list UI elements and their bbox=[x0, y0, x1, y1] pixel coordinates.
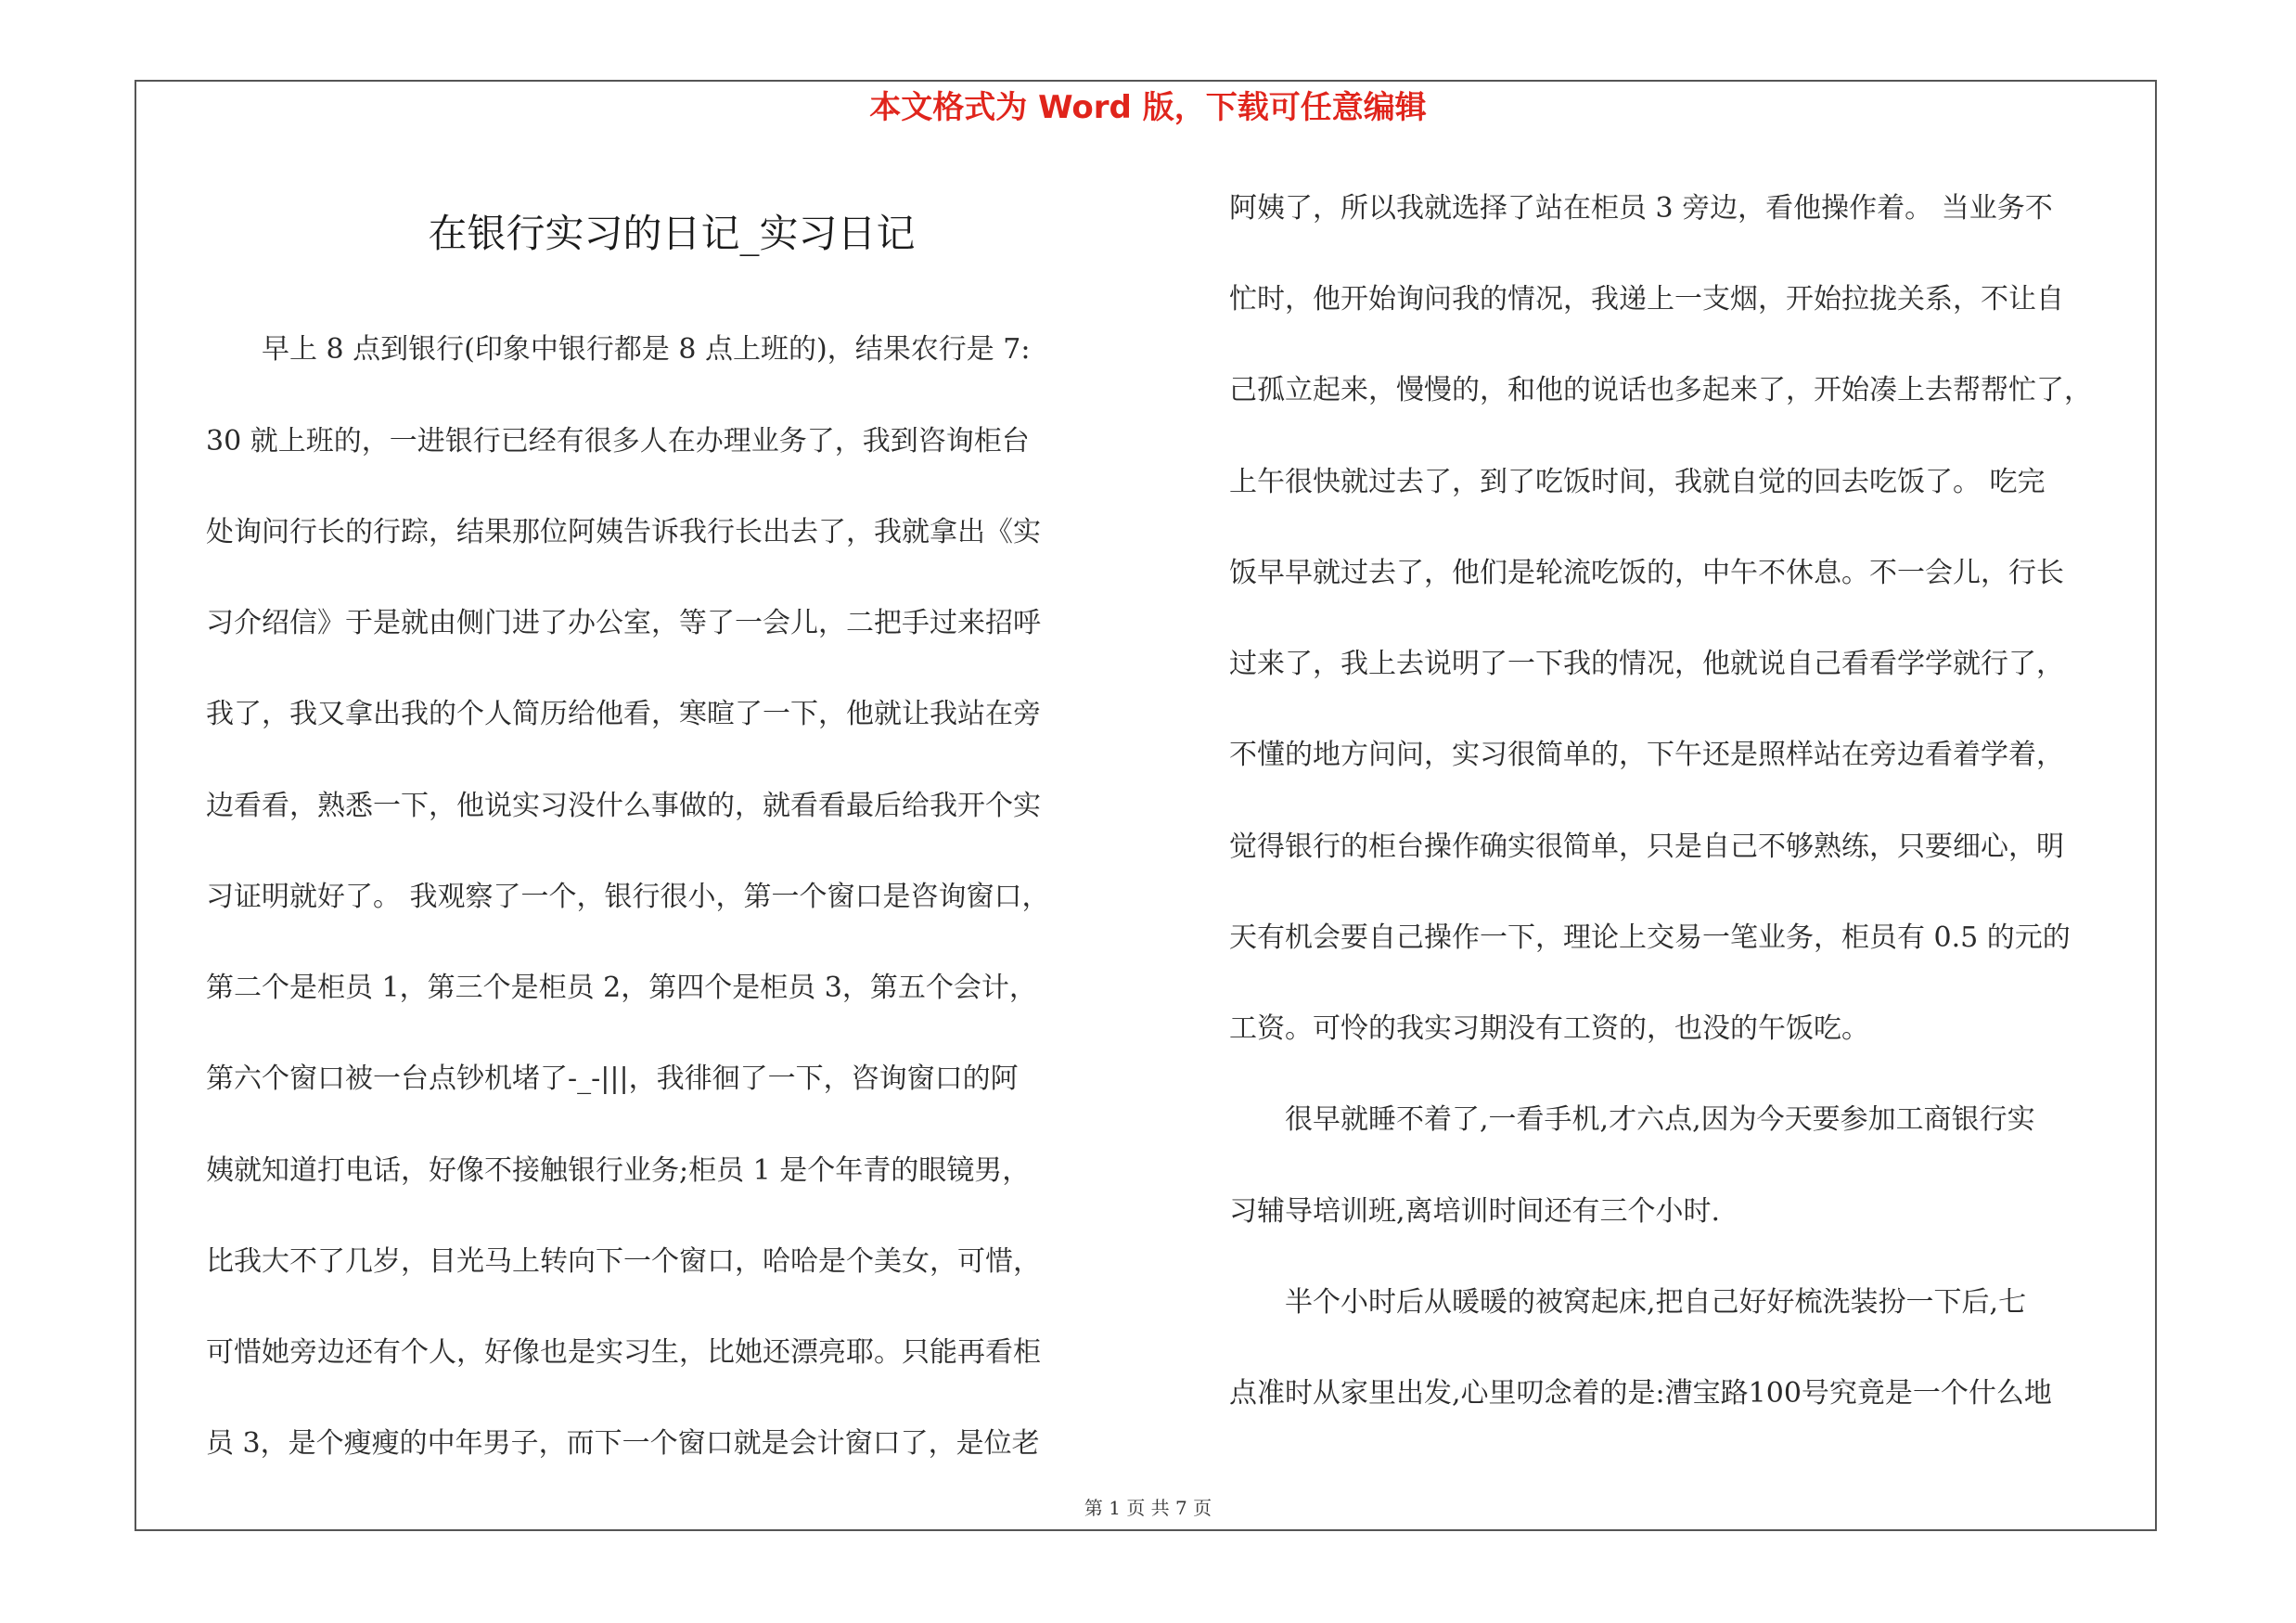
text-line: 第六个窗口被一台点钞机堵了-_-|||，我徘徊了一下，咨询窗口的阿 bbox=[206, 1063, 1019, 1095]
text-line: 员 3，是个瘦瘦的中年男子，而下一个窗口就是会计窗口了，是位老 bbox=[206, 1427, 1040, 1460]
text-line: 第二个是柜员 1，第三个是柜员 2，第四个是柜员 3，第五个会计， bbox=[206, 972, 1037, 1004]
text-line: 姨就知道打电话，好像不接触银行业务;柜员 1 是个年青的眼镜男， bbox=[206, 1154, 1031, 1187]
text-line: 忙时，他开始询问我的情况，我递上一支烟，开始拉拢关系，不让自 bbox=[1229, 283, 2064, 316]
text-line: 比我大不了几岁，目光马上转向下一个窗口，哈哈是个美女，可惜， bbox=[206, 1245, 1041, 1278]
text-line: 习证明就好了。 我观察了一个，银行很小，第一个窗口是咨询窗口， bbox=[206, 881, 1050, 913]
text-line: 不懂的地方问问，实习很简单的，下午还是照样站在旁边看着学着， bbox=[1229, 739, 2064, 771]
page-number-footer: 第 1 页 共 7 页 bbox=[1084, 1497, 1212, 1519]
text-line: 早上 8 点到银行(印象中银行都是 8 点上班的)，结果农行是 7: bbox=[206, 333, 1031, 366]
text-line: 习介绍信》于是就由侧门进了办公室，等了一会儿，二把手过来招呼 bbox=[206, 607, 1041, 639]
text-line: 点准时从家里出发,心里叨念着的是:漕宝路100号究竟是一个什么地 bbox=[1229, 1377, 2052, 1410]
document-title: 在银行实习的日记_实习日记 bbox=[428, 211, 916, 256]
text-line: 处询问行长的行踪，结果那位阿姨告诉我行长出去了，我就拿出《实 bbox=[206, 516, 1041, 548]
text-line: 觉得银行的柜台操作确实很简单，只是自己不够熟练，只要细心，明 bbox=[1229, 831, 2064, 863]
text-line: 半个小时后从暖暖的被窝起床,把自己好好梳洗装扮一下后,七 bbox=[1229, 1286, 2027, 1319]
text-line: 边看看，熟悉一下，他说实习没什么事做的，就看看最后给我开个实 bbox=[206, 790, 1041, 822]
text-line: 饭早早就过去了，他们是轮流吃饭的，中午不休息。不一会儿，行长 bbox=[1229, 557, 2064, 589]
format-notice-banner: 本文格式为 Word 版，下载可任意编辑 bbox=[869, 89, 1427, 126]
text-line: 很早就睡不着了,一看手机,才六点,因为今天要参加工商银行实 bbox=[1229, 1103, 2035, 1136]
text-line: 过来了，我上去说明了一下我的情况，他就说自己看看学学就行了， bbox=[1229, 648, 2064, 680]
text-line: 我了，我又拿出我的个人简历给他看，寒暄了一下，他就让我站在旁 bbox=[206, 698, 1041, 730]
text-line: 习辅导培训班,离培训时间还有三个小时. bbox=[1229, 1195, 1721, 1228]
text-line: 阿姨了，所以我就选择了站在柜员 3 旁边，看他操作着。 当业务不 bbox=[1229, 192, 2053, 225]
text-line: 工资。可怜的我实习期没有工资的，也没的午饭吃。 bbox=[1229, 1012, 1869, 1045]
text-line: 上午很快就过去了，到了吃饭时间，我就自觉的回去吃饭了。 吃完 bbox=[1229, 466, 2046, 498]
text-line: 30 就上班的，一进银行已经有很多人在办理业务了，我到咨询柜台 bbox=[206, 425, 1030, 457]
text-line: 天有机会要自己操作一下，理论上交易一笔业务，柜员有 0.5 的元的 bbox=[1229, 921, 2071, 954]
text-line: 可惜她旁边还有个人，好像也是实习生，比她还漂亮耶。只能再看柜 bbox=[206, 1336, 1041, 1369]
text-line: 己孤立起来，慢慢的，和他的说话也多起来了，开始凑上去帮帮忙了， bbox=[1229, 374, 2092, 406]
